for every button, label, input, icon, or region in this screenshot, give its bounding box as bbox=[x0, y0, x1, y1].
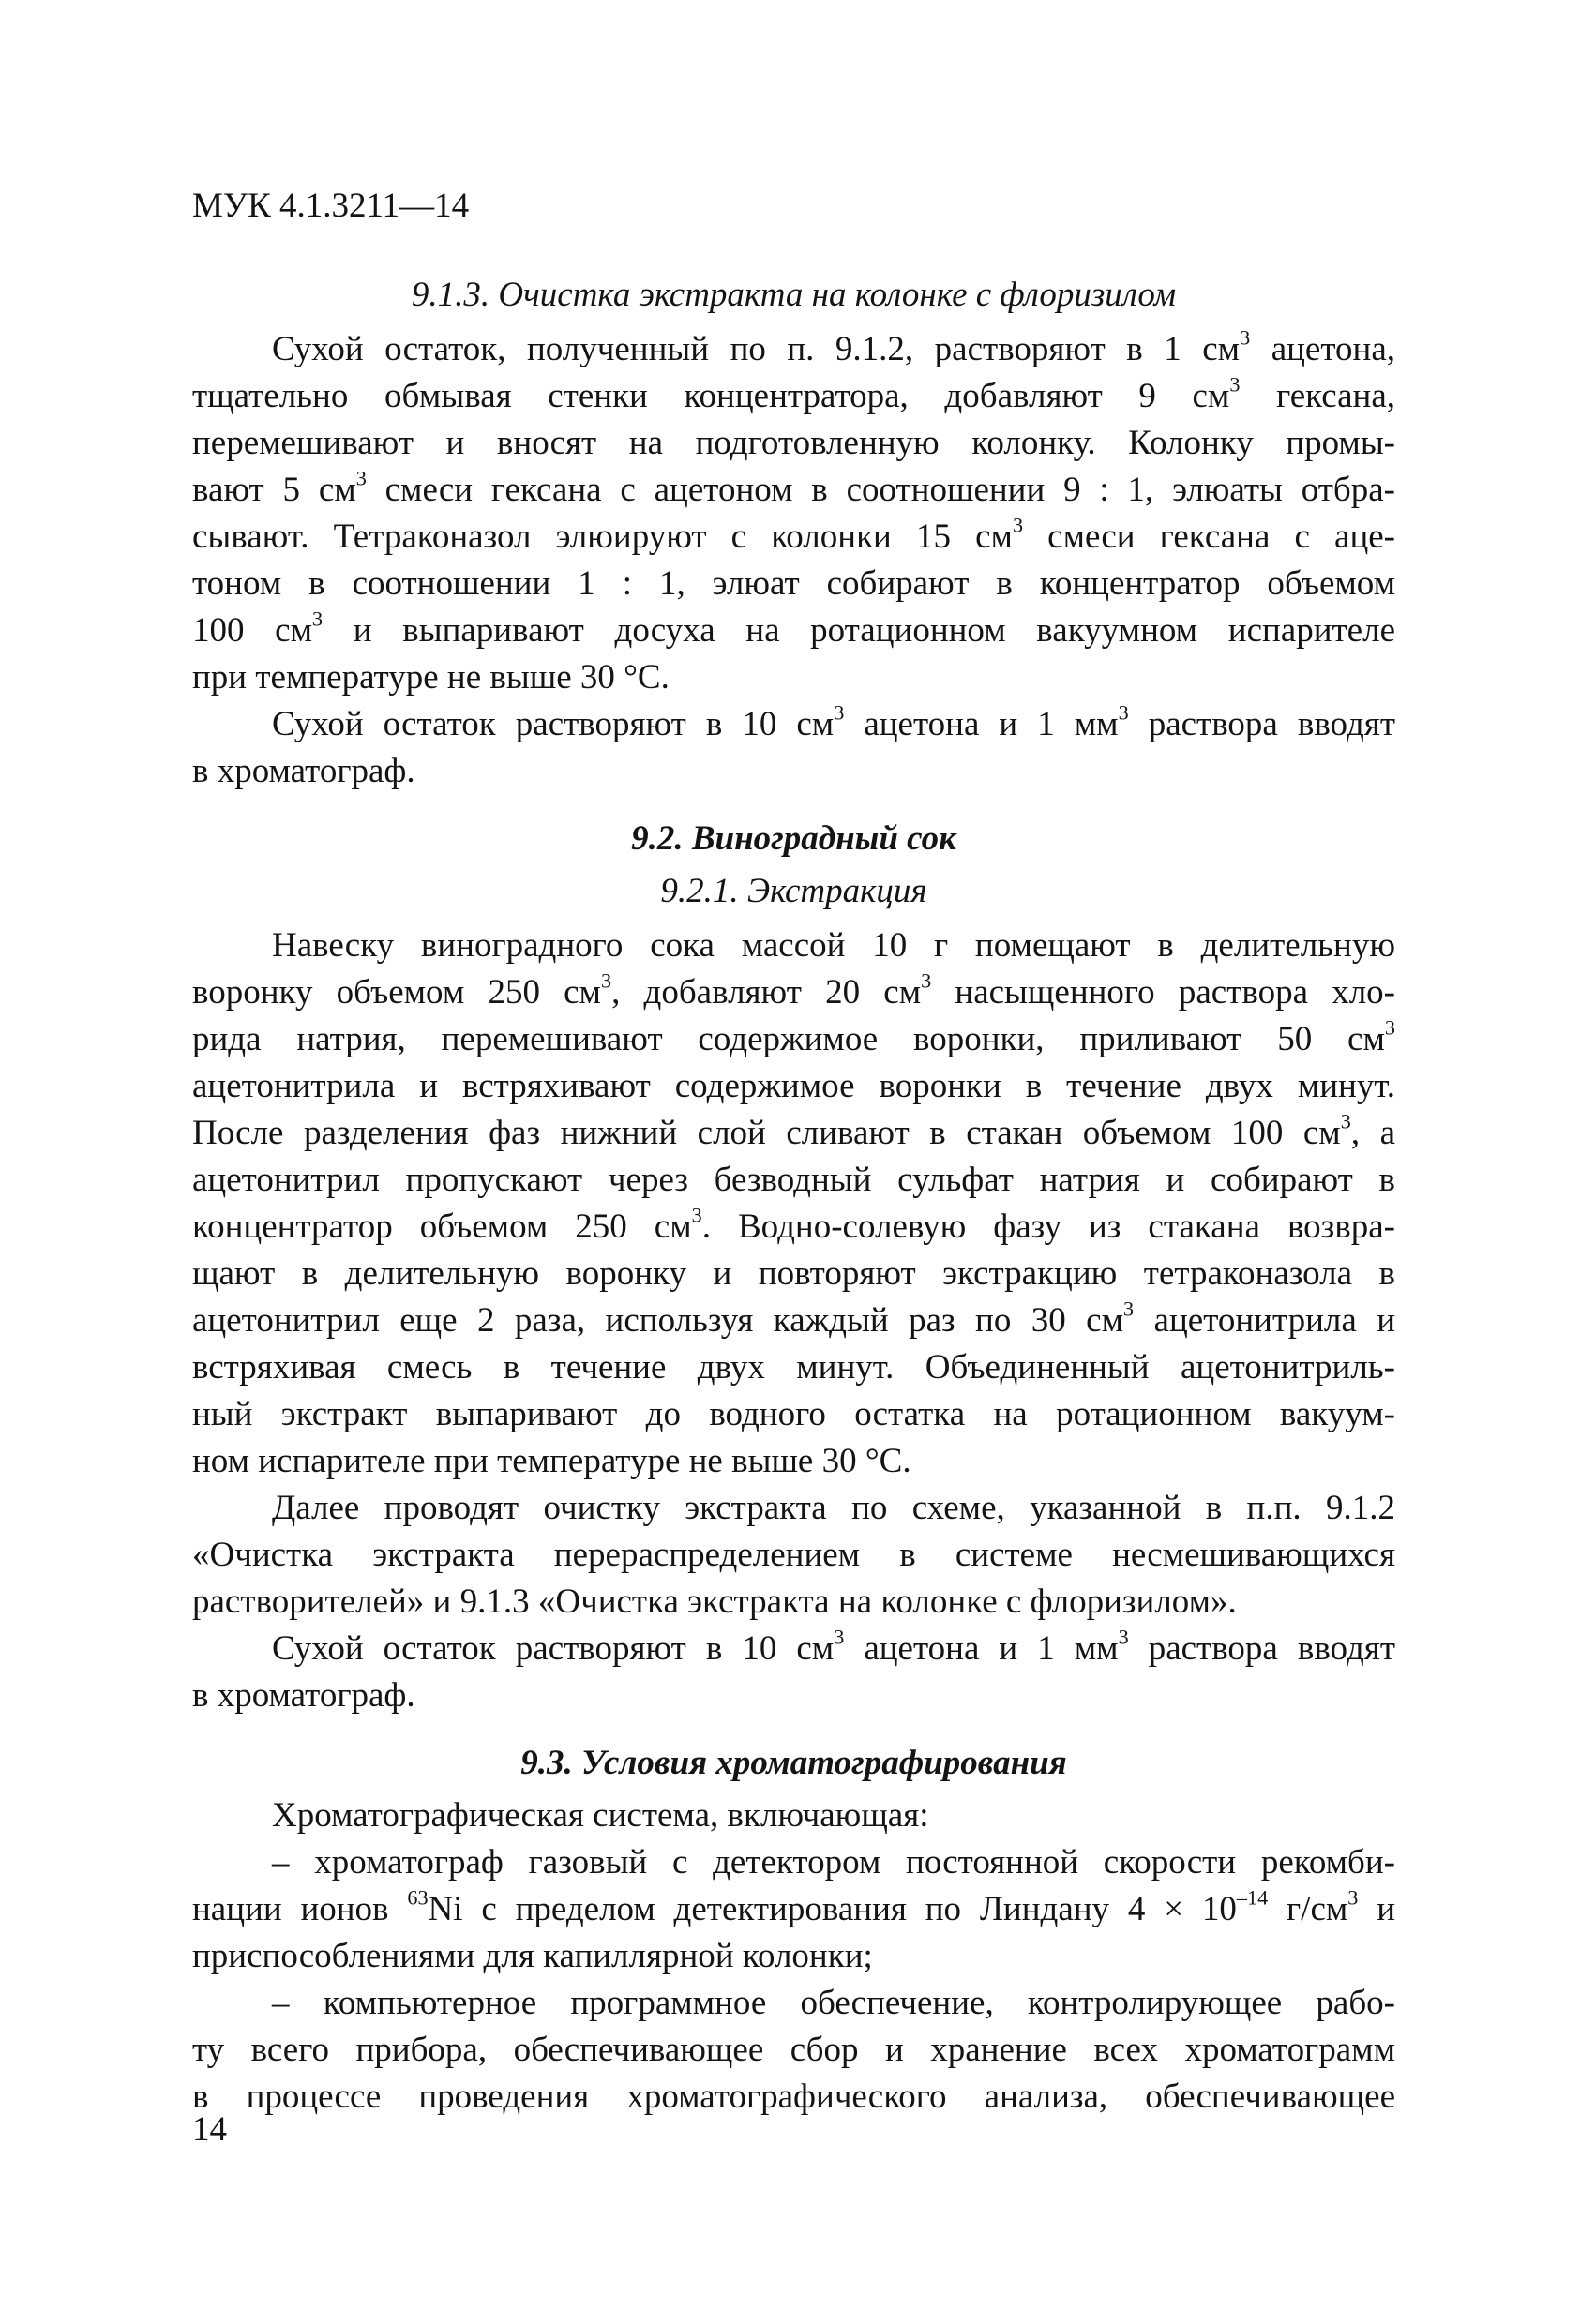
section-heading-9-2: 9.2. Виноградный сок bbox=[631, 819, 956, 858]
text-line: ном испарителе при температуре не выше 30 °С. bbox=[192, 1442, 911, 1480]
text-line: Далее проводят очистку экстракта по схеме, указанной в п.п. 9.1.2 bbox=[272, 1489, 1395, 1527]
text-line: встряхивая смесь в течение двух минут. Объединенный ацетонитриль- bbox=[192, 1348, 1395, 1387]
text-line: воронку объемом 250 $см^3$, добавляют 20 $см^3$ насыщенного раствора хло- bbox=[192, 968, 1395, 1012]
text-line: вают 5 $см^3$ смеси гексана с ацетоном в соотношении 9 : 1, элюаты отбра- bbox=[192, 466, 1395, 509]
text-line: тщательно обмывая стенки концентратора, добавляют 9 $см^3$ гексана, bbox=[192, 372, 1396, 415]
text-line: тоном в соотношении 1 : 1, элюат собирают в концентратор объемом bbox=[192, 564, 1395, 603]
document-code-header: МУК 4.1.3211—14 bbox=[192, 187, 470, 225]
text-line: Хроматографическая система, включающая: bbox=[272, 1796, 929, 1835]
text-line: приспособлениями для капиллярной колонки; bbox=[192, 1937, 873, 1975]
paragraph bbox=[192, 326, 1395, 701]
text-line: в процессе проведения хроматографического анализа, обеспечивающее bbox=[192, 2077, 1395, 2116]
page-number: 14 bbox=[192, 2110, 227, 2149]
text-line: ацетонитрила и встряхивают содержимое воронки в течение двух минут. bbox=[192, 1067, 1395, 1105]
list-item bbox=[192, 1839, 1395, 1980]
text-line: Сухой остаток, полученный по п. 9.1.2, растворяют в 1 $см^3$ ацетона, bbox=[272, 325, 1395, 368]
text-line: в хроматограф. bbox=[192, 1676, 415, 1715]
text-line: ацетонитрил еще 2 раза, используя каждый раз по 30 $см^3$ ацетонитрила и bbox=[192, 1297, 1396, 1340]
text-line: ный экстракт выпаривают до водного остатка на ротационном вакуум- bbox=[192, 1395, 1395, 1433]
text-line: в хроматограф. bbox=[192, 752, 415, 790]
section-heading-9-1-3: 9.1.3. Очистка экстракта на колонке с флоризилом bbox=[411, 276, 1177, 314]
text-line: «Очистка экстракта перераспределением в системе несмешивающихся bbox=[192, 1536, 1395, 1574]
text-line: при температуре не выше 30 °С. bbox=[192, 658, 670, 697]
text-line: Сухой остаток растворяют в 10 $см^3$ ацетона и 1 $мм^3$ раствора вводят bbox=[272, 700, 1395, 743]
section-heading-9-3: 9.3. Условия хроматографирования bbox=[520, 1744, 1067, 1782]
paragraph bbox=[192, 701, 1395, 795]
text-line: – компьютерное программное обеспечение, контролирующее рабо- bbox=[272, 1984, 1395, 2022]
text-line: После разделения фаз нижний слой сливают в стакан объемом 100 $см^3$, а bbox=[192, 1109, 1395, 1152]
text-line: Навеску виноградного сока массой 10 г помещают в делительную bbox=[272, 926, 1395, 965]
paragraph bbox=[192, 1792, 1395, 1839]
list-item bbox=[192, 1980, 1395, 2121]
text-line: ацетонитрил пропускают через безводный сульфат натрия и собирают в bbox=[192, 1161, 1395, 1199]
text-line: Сухой остаток растворяют в 10 $см^3$ ацетона и 1 $мм^3$ раствора вводят bbox=[272, 1625, 1395, 1668]
text-line: щают в делительную воронку и повторяют экстракцию тетраконазола в bbox=[192, 1254, 1395, 1293]
text-line: сывают. Тетраконазол элюируют с колонки 15 $см^3$ смеси гексана с аце- bbox=[192, 513, 1395, 556]
page-content bbox=[192, 272, 1395, 2121]
text-line: растворителей» и 9.1.3 «Очистка экстракта на колонке с флоризилом». bbox=[192, 1582, 1237, 1621]
section-heading-9-2-1: 9.2.1. Экстракция bbox=[660, 872, 927, 910]
text-line: ту всего прибора, обеспечивающее сбор и хранение всех хроматограмм bbox=[192, 2031, 1395, 2069]
paragraph bbox=[192, 1485, 1395, 1626]
text-line: нации ионов $^{63}$Ni с пределом детектирования по Линдану $4 \times 10^{-14}$ $г/см^3$ и bbox=[192, 1885, 1395, 1928]
paragraph bbox=[192, 1626, 1395, 1719]
text-line: рида натрия, перемешивают содержимое воронки, приливают 50 $см^3$ bbox=[192, 1015, 1395, 1058]
text-line: перемешивают и вносят на подготовленную колонку. Колонку промы- bbox=[192, 424, 1395, 462]
text-line: 100 $см^3$ и выпаривают досуха на ротационном вакуумном испарителе bbox=[192, 607, 1395, 650]
text-line: концентратор объемом 250 $см^3$. Водно-солевую фазу из стакана возвра- bbox=[192, 1203, 1395, 1246]
paragraph bbox=[192, 922, 1395, 1485]
text-line: – хроматограф газовый с детектором постоянной скорости рекомби- bbox=[272, 1843, 1395, 1882]
